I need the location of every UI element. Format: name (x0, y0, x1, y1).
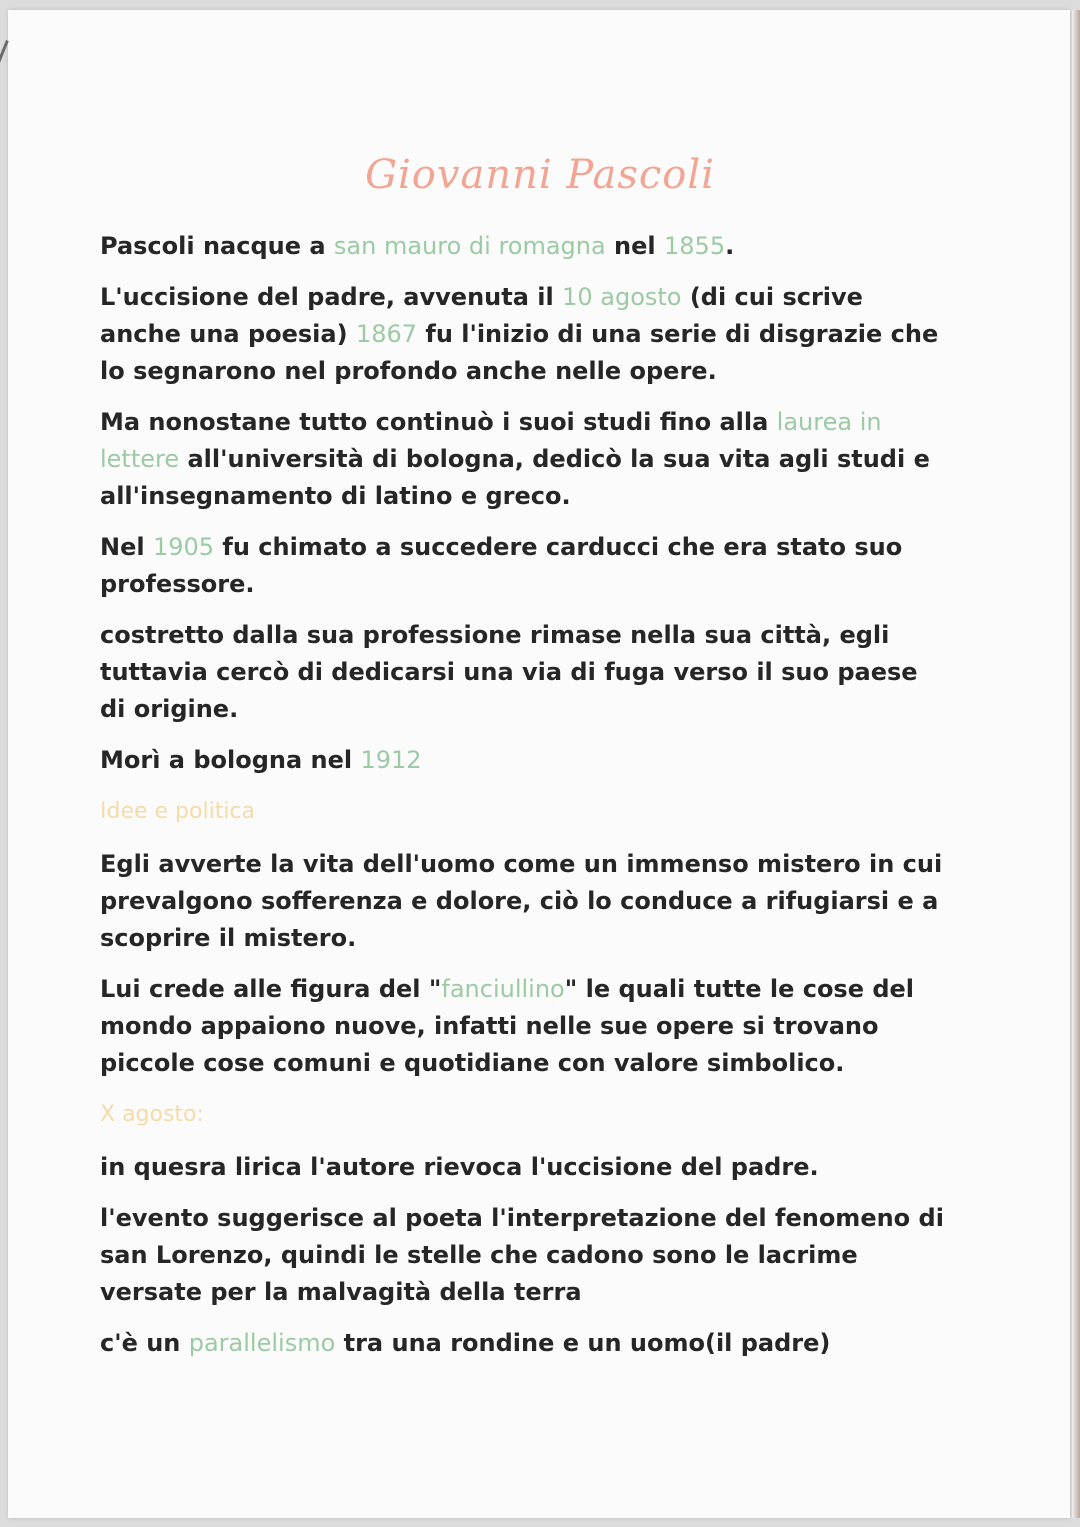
section-heading-ideas: Idee e politica (100, 799, 256, 824)
paragraph-mystery: Egli avverte la vita dell'uomo come un immenso mistero in cui prevalgono sofferenza e dolore, ciò lo conduce a rifugiarsi e a scoprire il mistero. (100, 850, 943, 952)
paragraph-birth: Pascoli nacque a san mauro di romagna nel 1855. (100, 232, 735, 260)
paragraph-father: L'uccisione del padre, avvenuta il 10 agosto (di cui scrive anche una poesia) 1867 fu l'inizio di una serie di disgrazie che lo segnarono nel profondo anche nelle opere. (100, 283, 939, 385)
paragraph-lyric: in quesra lirica l'autore rievoca l'uccisione del padre. (100, 1153, 819, 1181)
paragraph-carducci: Nel 1905 fu chimato a succedere carducci che era stato suo professore. (100, 533, 903, 598)
section-heading-x-agosto: X agosto: (100, 1102, 204, 1127)
page-edge (1072, 10, 1080, 1518)
paragraph-studies: Ma nonostane tutto continuò i suoi studi fino alla laurea in lettere all'università di bologna, dedicò la sua vita agli studi e all'insegnamento di latino e greco. (100, 408, 930, 510)
highlight-birthplace: san mauro di romagna (333, 232, 606, 260)
paragraph-profession: costretto dalla sua professione rimase nella sua città, egli tuttavia cercò di dedicarsi una via di fuga verso il suo paese di origine. (100, 621, 918, 723)
highlight-year: 1912 (360, 746, 422, 774)
highlight-year: 1867 (355, 320, 418, 348)
paragraph-san-lorenzo: l'evento suggerisce al poeta l'interpretazione del fenomeno di san Lorenzo, quindi le stelle che cadono sono le lacrime versate per la malvagità della terra (100, 1204, 944, 1306)
highlight-fanciullino: fanciullino (441, 975, 565, 1003)
highlight-year: 1905 (152, 533, 215, 561)
paragraph-death: Morì a bologna nel 1912 (100, 746, 422, 774)
notes-body (100, 228, 950, 1376)
highlight-date: 10 agosto (562, 283, 682, 311)
paragraph-parallelism: c'è un parallelismo tra una rondine e un uomo(il padre) (100, 1329, 831, 1357)
highlight-degree: laurea in lettere (100, 408, 882, 473)
paragraph-fanciullino: Lui crede alle figura del "fanciullino" le quali tutte le cose del mondo appaiono nuove, infatti nelle sue opere si trovano piccole cose comuni e quotidiane con valore simbolico. (100, 975, 915, 1077)
page-title: Giovanni Pascoli (365, 152, 715, 198)
highlight-parallelism: parallelismo (188, 1329, 336, 1357)
highlight-year: 1855 (664, 232, 726, 260)
